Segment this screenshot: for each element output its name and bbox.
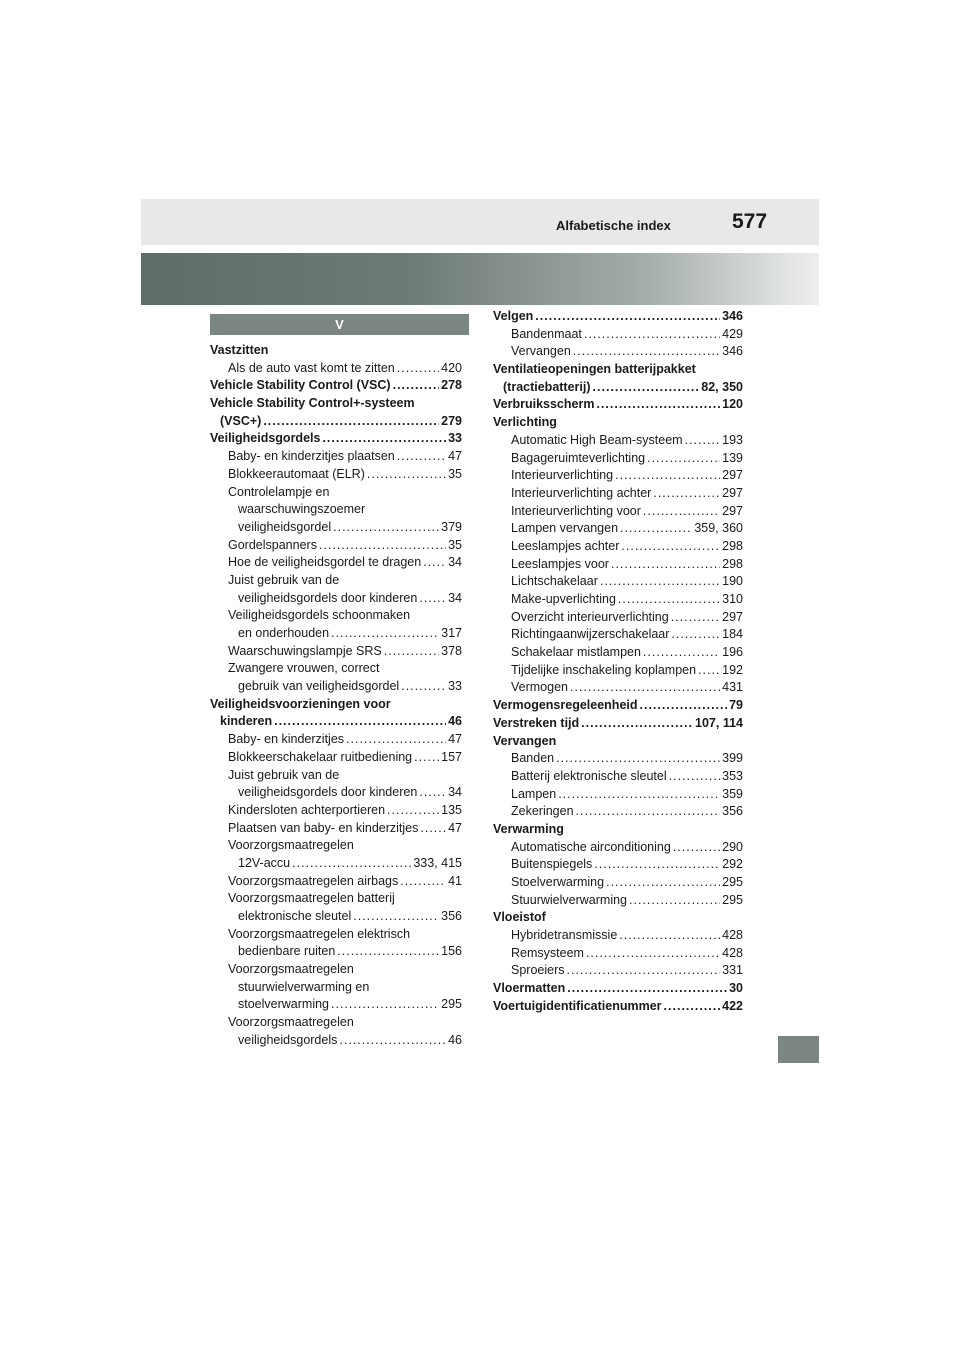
dot-leader: [647, 450, 720, 468]
index-entry-page: 46: [448, 714, 462, 729]
index-entry-page: 33: [448, 431, 462, 446]
dot-leader: [629, 892, 720, 910]
index-entry: [210, 413, 462, 431]
index-entry-page: 47: [448, 732, 462, 747]
index-subentry: [493, 626, 743, 644]
index-entry-page: 429: [722, 326, 743, 341]
header-band: [141, 199, 819, 245]
index-entry-page: 135: [441, 802, 462, 817]
index-subentry: [493, 803, 743, 821]
index-subentry: [493, 839, 743, 857]
index-subentry: [493, 679, 743, 697]
index-entry-term: Verstreken tijd: [493, 715, 580, 730]
index-entry-page: 295: [722, 875, 743, 889]
index-entry-term: Stuurwielverwarming: [511, 892, 628, 907]
dot-leader: [333, 519, 439, 537]
dot-leader: [643, 644, 720, 662]
index-entry-term: Automatic High Beam-systeem: [511, 432, 683, 447]
index-entry-term: Banden: [511, 751, 555, 766]
index-entry-term: Vehicle Stability Control (VSC): [210, 378, 391, 393]
index-entry-term: Juist gebruik van de: [228, 572, 340, 587]
index-entry-page: 298: [722, 538, 743, 553]
index-entry: [493, 414, 743, 432]
index-entry: [210, 713, 462, 731]
index-entry-page: 295: [722, 892, 743, 907]
index-subentry: [210, 943, 462, 961]
index-entry: [210, 696, 462, 714]
index-entry-page: 428: [722, 928, 743, 943]
index-entry-term: Overzicht interieurverlichting: [511, 609, 669, 624]
index-subentry: [210, 537, 462, 555]
index-subentry: [493, 662, 743, 680]
index-entry-page: 192: [722, 662, 743, 677]
dot-leader: [397, 360, 439, 378]
index-entry-term: Kindersloten achterportieren: [228, 802, 386, 817]
index-entry-term: Verlichting: [493, 415, 557, 430]
dot-leader: [640, 697, 728, 715]
index-entry-page: 297: [722, 485, 743, 500]
index-subentry: [493, 962, 743, 980]
index-entry-term: Voorzorgsmaatregelen: [228, 838, 354, 853]
index-entry-term: Make-upverlichting: [511, 592, 616, 606]
index-subentry: [210, 837, 462, 855]
index-entry-page: 35: [448, 537, 462, 552]
index-entry-term: Vervangen: [493, 733, 557, 748]
index-entry-term: Interieurverlichting voor: [511, 503, 641, 518]
dot-leader: [353, 908, 439, 926]
index-entry-page: 47: [448, 449, 462, 464]
index-entry-term: Juist gebruik van de: [228, 767, 340, 782]
dot-leader: [401, 678, 446, 696]
index-entry-term: Vloeistof: [493, 910, 546, 925]
index-entry-page: 34: [448, 555, 462, 570]
index-subentry: [493, 520, 743, 538]
index-entry-term: Stoelverwarming: [511, 875, 605, 889]
index-entry-page: 297: [722, 503, 743, 518]
index-subentry: [493, 892, 743, 910]
index-entry-term: Bandenmaat: [511, 326, 582, 341]
index-entry-term: 12V-accu: [238, 855, 291, 870]
dot-leader: [322, 430, 446, 448]
dot-leader: [419, 784, 446, 802]
index-entry-term: Voorzorgsmaatregelen: [228, 962, 354, 977]
index-subentry: [493, 467, 743, 485]
index-entry-term: Gordelspanners: [228, 537, 317, 552]
index-subentry: [493, 503, 743, 521]
index-subentry: [493, 556, 743, 574]
index-entry: [210, 395, 462, 413]
index-subentry: [210, 820, 462, 838]
dot-leader: [337, 943, 439, 961]
index-entry-term: Vastzitten: [210, 343, 269, 357]
index-entry-page: 356: [722, 804, 743, 819]
index-entry-term: Vermogen: [511, 680, 568, 695]
index-subentry: [210, 979, 462, 997]
index-entry-page: 331: [722, 963, 743, 978]
index-entry-page: 41: [448, 873, 462, 888]
index-entry: [493, 998, 743, 1016]
index-entry: [493, 308, 743, 326]
dot-leader: [596, 396, 720, 414]
index-entry-page: 359, 360: [694, 521, 743, 536]
index-subentry: [210, 554, 462, 572]
index-subentry: [493, 874, 743, 892]
index-entry-page: 139: [722, 450, 743, 465]
index-entry-term: Remsysteem: [511, 945, 584, 960]
index-entry-term: Schakelaar mistlampen: [511, 645, 641, 660]
index-entry-term: Batterij elektronische sleutel: [511, 768, 667, 783]
index-entry-term: Zekeringen: [511, 804, 574, 819]
index-entry: [493, 733, 743, 751]
index-entry-term: Voorzorgsmaatregelen airbags: [228, 873, 399, 888]
index-column-left: [210, 342, 462, 1050]
index-entry-term: Voorzorgsmaatregelen batterij: [228, 891, 395, 906]
index-subentry: [493, 644, 743, 662]
index-letter-heading: V: [210, 314, 469, 335]
decorative-gradient-band: [141, 253, 819, 305]
dot-leader: [420, 820, 446, 838]
index-entry-term: Baby- en kinderzitjes: [228, 732, 345, 747]
dot-leader: [331, 625, 439, 643]
index-entry-page: 346: [722, 309, 743, 323]
index-entry-term: veiligheidsgordels door kinderen: [238, 590, 418, 605]
index-entry-term: Zwangere vrouwen, correct: [228, 661, 380, 676]
index-entry-term: Verbruiksscherm: [493, 397, 595, 412]
index-entry: [210, 342, 462, 360]
index-entry-page: 359: [722, 786, 743, 801]
index-subentry: [210, 784, 462, 802]
dot-leader: [339, 1032, 446, 1050]
index-entry: [493, 379, 743, 397]
dot-leader: [611, 556, 720, 574]
index-entry-page: 290: [722, 839, 743, 854]
index-entry: [210, 430, 462, 448]
index-entry-page: 193: [722, 432, 743, 447]
dot-leader: [643, 503, 720, 521]
index-entry-term: Veiligheidsgordels: [210, 431, 321, 446]
index-entry-page: 35: [448, 466, 462, 481]
dot-leader: [581, 715, 693, 733]
dot-leader: [685, 432, 721, 450]
index-entry-term: Voorzorgsmaatregelen: [228, 1015, 354, 1030]
index-entry-term: Veiligheidsvoorzieningen voor: [210, 696, 391, 711]
index-entry-term: Controlelampje en: [228, 484, 330, 499]
index-entry-page: 292: [722, 857, 743, 872]
index-entry-page: 196: [722, 645, 743, 660]
dot-leader: [606, 874, 720, 892]
index-subentry: [210, 873, 462, 891]
index-entry-term: Leeslampjes achter: [511, 538, 620, 553]
index-entry-page: 120: [722, 397, 743, 412]
dot-leader: [319, 537, 446, 555]
dot-leader: [331, 996, 439, 1014]
index-entry-page: 420: [441, 360, 462, 375]
dot-leader: [621, 538, 720, 556]
index-entry: [493, 715, 743, 733]
index-entry-term: Buitenspiegels: [511, 857, 593, 872]
chapter-thumb-tab: [778, 1036, 819, 1063]
dot-leader: [600, 573, 720, 591]
index-entry-term: Vervangen: [511, 344, 571, 359]
index-entry-page: 378: [441, 643, 462, 658]
index-entry-page: 34: [448, 785, 462, 800]
index-entry-page: 279: [441, 413, 462, 428]
index-entry-page: 190: [722, 574, 743, 589]
index-subentry: [210, 519, 462, 537]
dot-leader: [558, 786, 720, 804]
index-subentry: [210, 572, 462, 590]
index-entry: [493, 980, 743, 998]
dot-leader: [346, 731, 446, 749]
index-entry-page: 47: [448, 820, 462, 835]
index-subentry: [493, 450, 743, 468]
dot-leader: [664, 998, 721, 1016]
index-subentry: [493, 750, 743, 768]
dot-leader: [393, 377, 440, 395]
dot-leader: [384, 643, 439, 661]
section-title: Alfabetische index: [556, 218, 671, 233]
index-subentry: [210, 802, 462, 820]
index-entry-page: 82, 350: [701, 379, 743, 394]
dot-leader: [567, 962, 721, 980]
index-subentry: [210, 1014, 462, 1032]
index-column-right: [493, 308, 743, 1016]
dot-leader: [367, 466, 446, 484]
dot-leader: [618, 591, 720, 609]
index-subentry: [210, 890, 462, 908]
index-subentry: [210, 731, 462, 749]
index-entry: [210, 377, 462, 395]
index-entry-term: Plaatsen van baby- en kinderzitjes: [228, 820, 419, 835]
dot-leader: [671, 626, 720, 644]
index-entry-term: Velgen: [493, 309, 534, 323]
dot-leader: [573, 343, 720, 361]
index-subentry: [210, 360, 462, 378]
index-entry-term: Blokkeerautomaat (ELR): [228, 466, 365, 481]
index-entry-term: Interieurverlichting: [511, 468, 614, 483]
index-entry-term: Vermogensregeleenheid: [493, 698, 638, 713]
index-entry: [493, 697, 743, 715]
dot-leader: [653, 485, 720, 503]
index-entry-page: 399: [722, 751, 743, 766]
index-entry-page: 422: [722, 998, 743, 1013]
dot-leader: [671, 609, 720, 627]
index-entry-page: 298: [722, 556, 743, 571]
index-entry-term: bedienbare ruiten: [238, 944, 336, 959]
dot-leader: [556, 750, 720, 768]
index-entry-term: kinderen: [220, 714, 273, 729]
index-entry-term: Voertuigidentificatienummer: [493, 998, 662, 1013]
index-entry-term: Waarschuwingslampje SRS: [228, 643, 382, 658]
index-entry-term: Lichtschakelaar: [511, 574, 598, 589]
dot-leader: [593, 379, 700, 397]
dot-leader: [397, 448, 446, 466]
index-entry-term: (VSC+): [220, 413, 262, 428]
index-entry-page: 297: [722, 609, 743, 624]
dot-leader: [576, 803, 721, 821]
index-subentry: [210, 607, 462, 625]
index-subentry: [493, 485, 743, 503]
dot-leader: [570, 679, 720, 697]
index-entry-page: 79: [729, 698, 743, 713]
index-subentry: [210, 484, 462, 502]
dot-leader: [586, 945, 720, 963]
index-entry-page: 33: [448, 679, 462, 694]
index-entry-term: Richtingaanwijzerschakelaar: [511, 627, 670, 642]
index-entry-term: veiligheidsgordels door kinderen: [238, 785, 418, 800]
index-subentry: [493, 768, 743, 786]
index-subentry: [210, 590, 462, 608]
dot-leader: [387, 802, 439, 820]
index-entry-page: 297: [722, 468, 743, 483]
index-subentry: [210, 749, 462, 767]
index-entry-term: en onderhouden: [238, 626, 330, 640]
dot-leader: [619, 927, 720, 945]
index-entry-page: 30: [729, 981, 743, 996]
index-subentry: [210, 466, 462, 484]
index-subentry: [210, 855, 462, 873]
index-entry-term: waarschuwingszoemer: [238, 502, 366, 517]
index-subentry: [210, 501, 462, 519]
dot-leader: [419, 590, 446, 608]
index-subentry: [493, 538, 743, 556]
index-entry-page: 184: [722, 627, 743, 642]
dot-leader: [535, 308, 720, 326]
index-entry-term: stoelverwarming: [238, 997, 330, 1012]
index-subentry: [493, 786, 743, 804]
dot-leader: [594, 856, 720, 874]
index-subentry: [210, 678, 462, 696]
dot-leader: [620, 520, 692, 538]
index-entry-page: 356: [441, 909, 462, 923]
index-subentry: [493, 591, 743, 609]
dot-leader: [423, 554, 446, 572]
dot-leader: [615, 467, 720, 485]
index-entry: [493, 396, 743, 414]
dot-leader: [673, 839, 720, 857]
index-entry-term: gebruik van veiligheidsgordel: [238, 679, 400, 694]
index-subentry: [210, 1032, 462, 1050]
index-subentry: [210, 926, 462, 944]
index-entry-term: Baby- en kinderzitjes plaatsen: [228, 449, 395, 464]
index-entry-term: Blokkeerschakelaar ruitbediening: [228, 749, 413, 764]
index-entry-term: Veiligheidsgordels schoonmaken: [228, 608, 411, 623]
index-subentry: [210, 908, 462, 926]
index-entry: [493, 361, 743, 379]
index-subentry: [210, 961, 462, 979]
index-entry-page: 317: [441, 626, 462, 640]
index-entry-term: Voorzorgsmaatregelen elektrisch: [228, 926, 411, 941]
dot-leader: [584, 326, 720, 344]
index-entry-term: Vehicle Stability Control+-systeem: [210, 396, 415, 411]
index-entry-page: 353: [722, 768, 743, 783]
index-entry-page: 310: [722, 592, 743, 606]
index-subentry: [210, 625, 462, 643]
index-entry: [493, 821, 743, 839]
index-entry-term: (tractiebatterij): [503, 379, 591, 394]
dot-leader: [698, 662, 720, 680]
index-entry-term: Sproeiers: [511, 963, 565, 978]
index-entry-page: 431: [722, 680, 743, 695]
index-entry: [493, 909, 743, 927]
index-entry-page: 107, 114: [695, 715, 743, 730]
index-entry-page: 428: [722, 945, 743, 960]
index-entry-term: veiligheidsgordels: [238, 1032, 338, 1047]
index-subentry: [210, 643, 462, 661]
index-entry-page: 157: [441, 749, 462, 764]
index-entry-page: 156: [441, 944, 462, 959]
index-subentry: [493, 432, 743, 450]
index-entry-term: Lampen vervangen: [511, 521, 619, 536]
index-subentry: [493, 609, 743, 627]
index-entry-term: Hybridetransmissie: [511, 928, 618, 943]
index-subentry: [210, 448, 462, 466]
index-entry-term: Verwarming: [493, 821, 564, 836]
page-number: 577: [732, 210, 768, 233]
index-subentry: [493, 856, 743, 874]
dot-leader: [263, 413, 439, 431]
index-entry-term: Als de auto vast komt te zitten: [228, 360, 395, 375]
index-entry-page: 333, 415: [413, 855, 462, 870]
index-subentry: [493, 927, 743, 945]
dot-leader: [292, 855, 411, 873]
index-entry-page: 46: [448, 1032, 462, 1047]
index-entry-page: 346: [722, 344, 743, 359]
index-subentry: [493, 343, 743, 361]
index-subentry: [493, 573, 743, 591]
index-entry-term: stuurwielverwarming en: [238, 979, 370, 994]
index-entry-term: veiligheidsgordel: [238, 519, 332, 534]
index-entry-term: Bagageruimteverlichting: [511, 450, 646, 465]
index-entry-page: 34: [448, 590, 462, 605]
index-subentry: [210, 660, 462, 678]
index-entry-term: elektronische sleutel: [238, 909, 352, 923]
index-entry-term: Ventilatieopeningen batterijpakket: [493, 362, 696, 377]
index-entry-term: Tijdelijke inschakeling koplampen: [511, 662, 697, 677]
index-entry-term: Interieurverlichting achter: [511, 485, 652, 500]
index-entry-term: Lampen: [511, 786, 557, 801]
index-subentry: [493, 326, 743, 344]
index-subentry: [210, 767, 462, 785]
index-entry-term: Automatische airconditioning: [511, 839, 671, 854]
dot-leader: [414, 749, 439, 767]
index-entry-page: 278: [441, 378, 462, 393]
dot-leader: [669, 768, 721, 786]
dot-leader: [274, 713, 446, 731]
index-entry-term: Leeslampjes voor: [511, 556, 609, 571]
index-entry-page: 295: [441, 997, 462, 1012]
index-entry-term: Hoe de veiligheidsgordel te dragen: [228, 555, 422, 570]
index-entry-page: 379: [441, 519, 462, 534]
dot-leader: [400, 873, 446, 891]
dot-leader: [567, 980, 727, 998]
index-subentry: [210, 996, 462, 1014]
index-entry-term: Vloermatten: [493, 981, 566, 996]
index-subentry: [493, 945, 743, 963]
